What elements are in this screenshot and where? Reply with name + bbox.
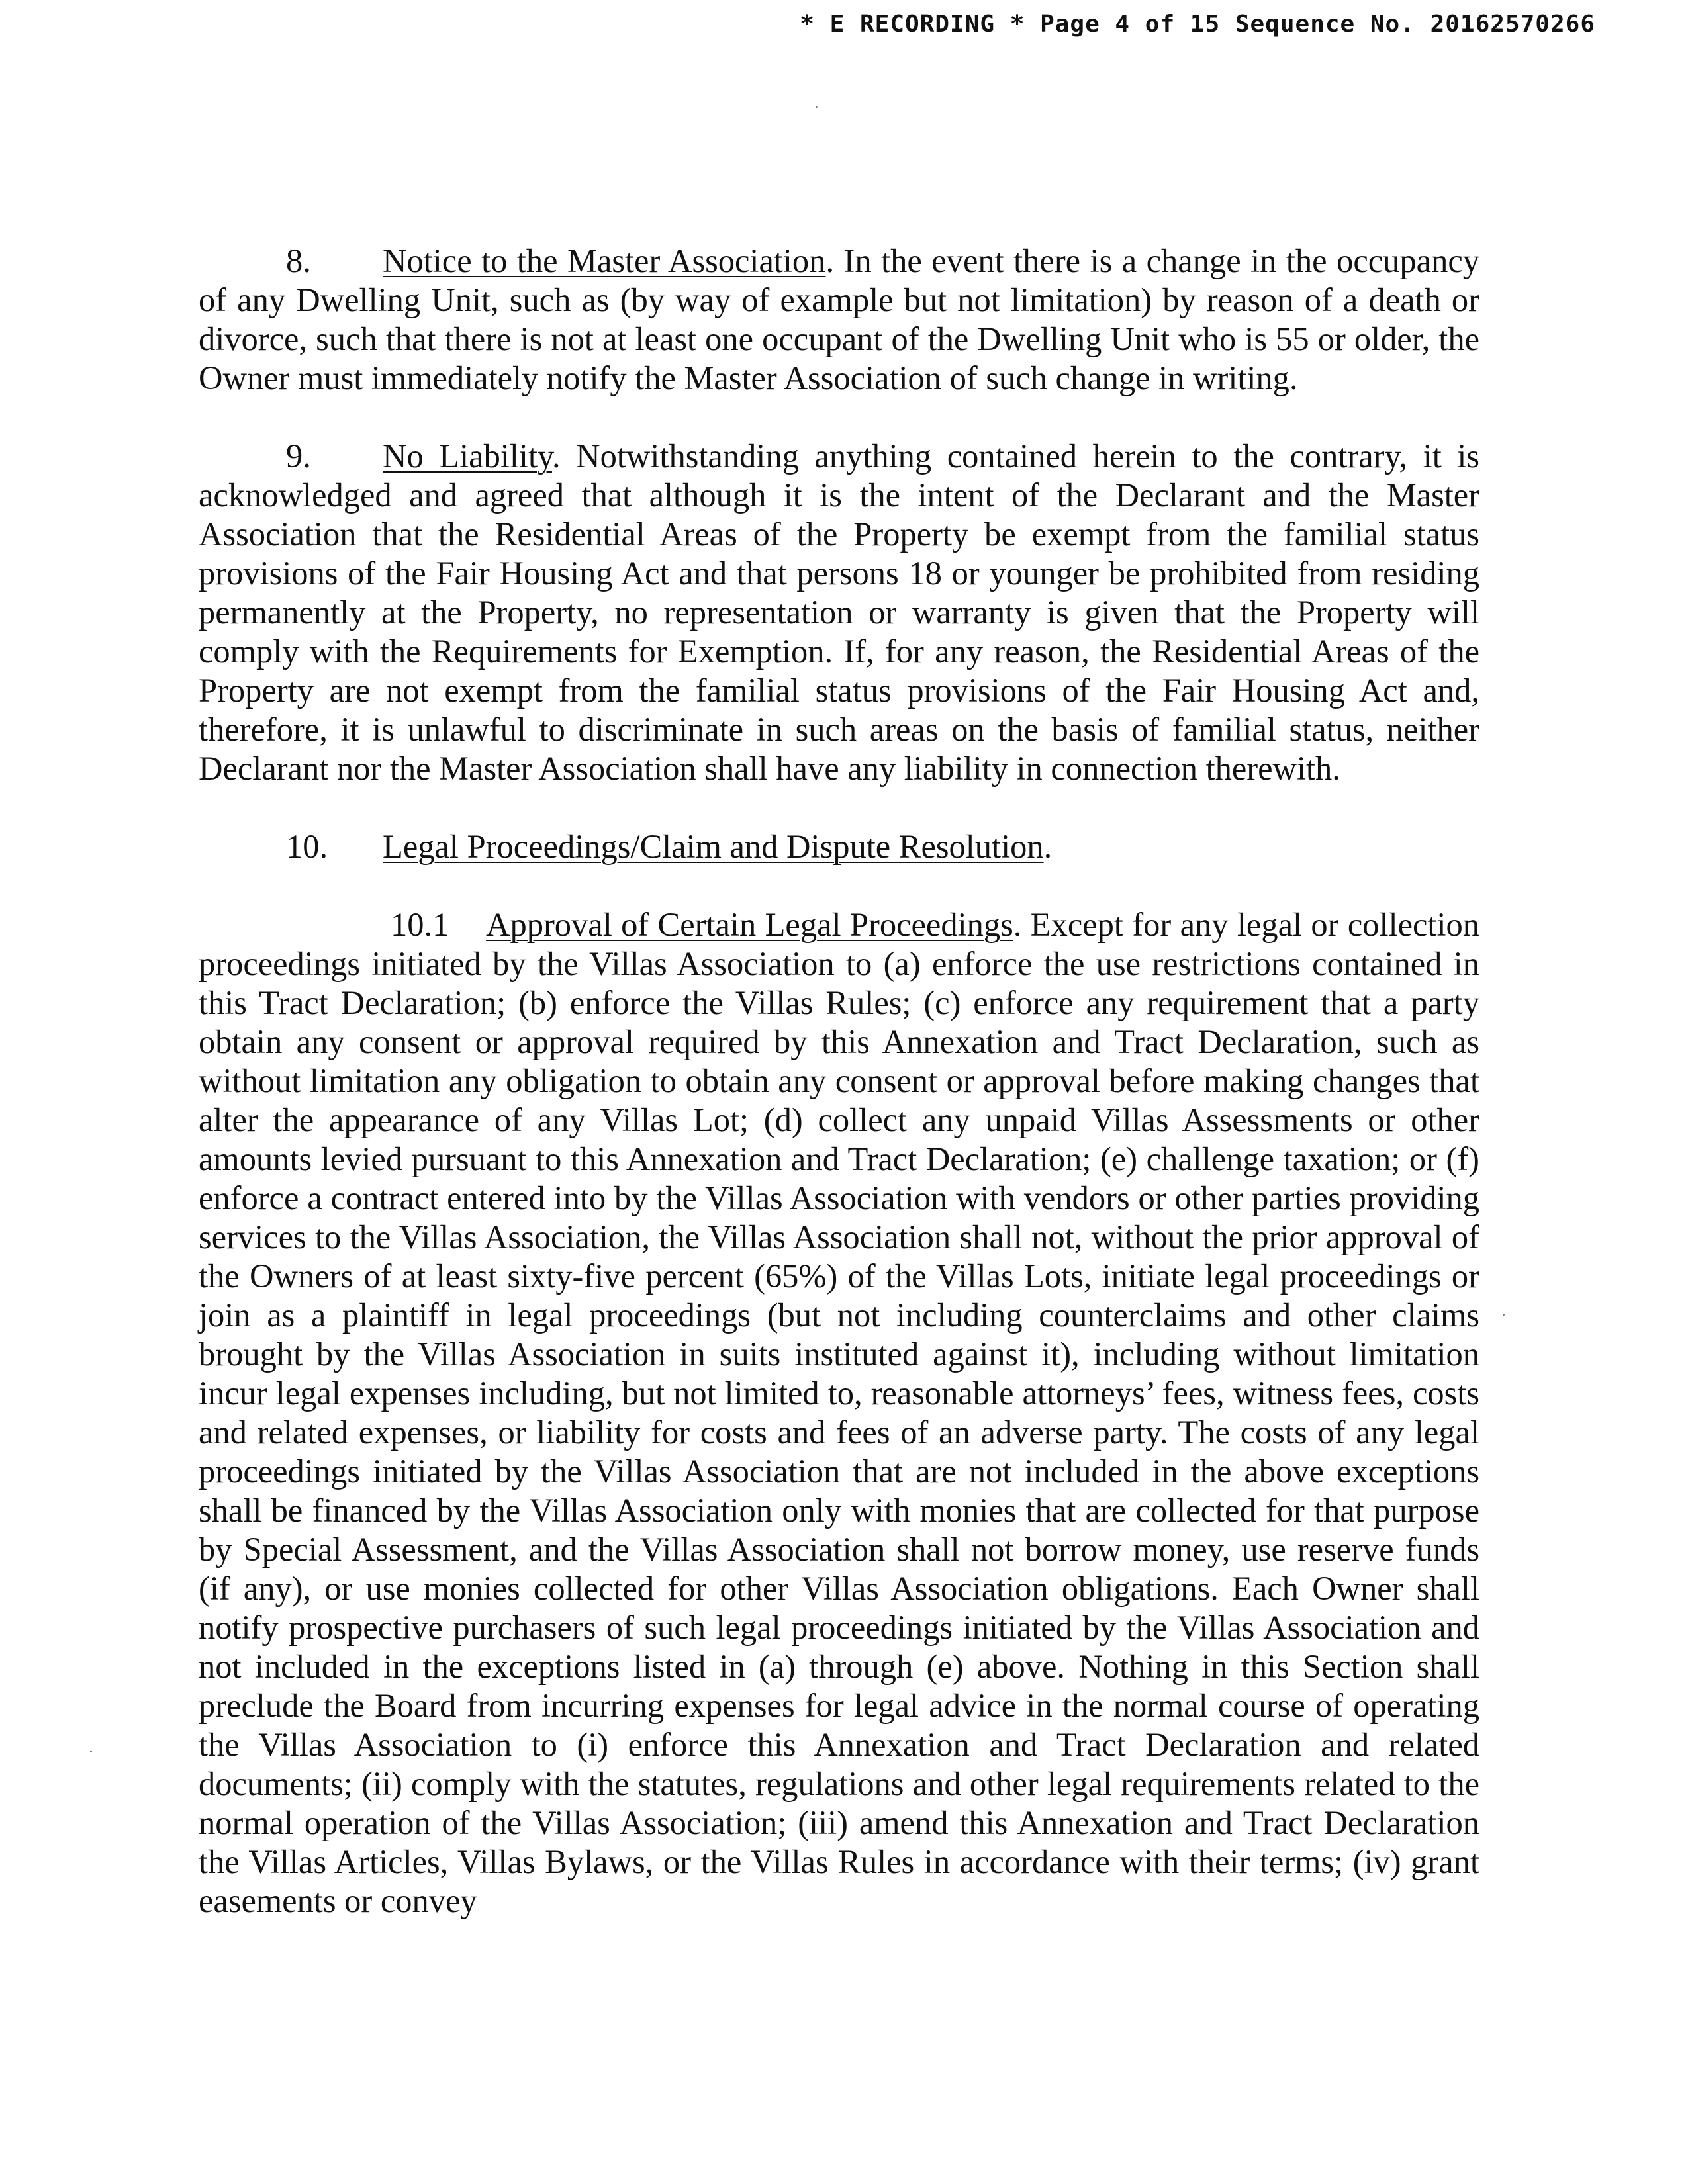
section-number: 10.1 (391, 906, 449, 943)
section-number: 10. (286, 828, 328, 865)
section-title: Legal Proceedings/Claim and Dispute Resolution (383, 828, 1044, 865)
section-9: 9. No Liability. Notwithstanding anything contained herein to the contrary, it is acknowledged and agreed that although it is the intent of the Declarant and the Master Association that the Residential Areas of the Property be exempt from the familial status provisions of the Fair Housing Act and that persons 18 or younger be prohibited from residing permanently at the Property, no representation or warranty is given that the Property will comply with the Requirements for Exemption. If, for any reason, the Residential Areas of the Property are not exempt from the familial status provisions of the Fair Housing Act and, therefore, it is unlawful to discriminate in such areas on the basis of familial status, neither Declarant nor the Master Association shall have any liability in connection therewith. (199, 437, 1480, 787)
section-body: Notwithstanding anything contained herein to the contrary, it is acknowledged and agreed that although it is the intent of the Declarant and the Master Association that the Residential Areas of the Property be exempt from the familial status provisions of the Fair Housing Act and that persons 18 or younger be prohibited from residing permanently at the Property, no representation or warranty is given that the Property will comply with the Requirements for Exemption. If, for any reason, the Residential Areas of the Property are not exempt from the familial status provisions of the Fair Housing Act and, therefore, it is unlawful to discriminate in such areas on the basis of familial status, neither Declarant nor the Master Association shall have any liability in connection therewith. (199, 437, 1480, 787)
document-body (199, 242, 1479, 1960)
section-title: Notice to the Master Association (383, 242, 826, 279)
recording-header: * E RECORDING * Page 4 of 15 Sequence No. 20162570266 (800, 11, 1595, 38)
section-10-1: 10.1 Approval of Certain Legal Proceedings. Except for any legal or collection proceedings initiated by the Villas Association to (a) enforce the use restrictions contained in this Tract Declaration; (b) enforce the Villas Rules; (c) enforce any requirement that a party obtain any consent or approval required by this Annexation and Tract Declaration, such as without limitation any obligation to obtain any consent or approval before making changes that alter the appearance of any Villas Lot; (d) collect any unpaid Villas Assessments or other amounts levied pursuant to this Annexation and Tract Declaration; (e) challenge taxation; or (f) enforce a contract entered into by the Villas Association with vendors or other parties providing services to the Villas Association, the Villas Association shall not, without the prior approval of the Owners of at least sixty-five percent (65%) of the Villas Lots, initiate legal proceedings or join as a plaintiff in legal proceedings (but not including counterclaims and other claims brought by the Villas Association in suits instituted against it), including without limitation incur legal expenses including, but not limited to, reasonable attorneys’ fees, witness fees, costs and related expenses, or liability for costs and fees of an adverse party. The costs of any legal proceedings initiated by the Villas Association that are not included in the above exceptions shall be financed by the Villas Association only with monies that are collected for that purpose by Special Assessment, and the Villas Association shall not borrow money, use reserve funds (if any), or use monies collected for other Villas Association obligations. Each Owner shall notify prospective purchasers of such legal proceedings initiated by the Villas Association and not included in the exceptions listed in (a) through (e) above. Nothing in this Section shall preclude the Board from incurring expenses for legal advice in the normal course of operating the Villas Association to (i) enforce this Annexation and Tract Declaration and related documents; (ii) comply with the statutes, regulations and other legal requirements related to the normal operation of the Villas Association; (iii) amend this Annexation and Tract Declaration the Villas Articles, Villas Bylaws, or the Villas Rules in accordance with their terms; (iv) grant easements or convey (199, 906, 1479, 1919)
section-number: 8. (286, 242, 311, 279)
section-title: No Liability (383, 437, 552, 475)
section-10: 10. Legal Proceedings/Claim and Dispute Resolution. (286, 828, 1053, 865)
section-8: 8. Notice to the Master Association. In the event there is a change in the occupancy of any Dwelling Unit, such as (by way of example but not limitation) by reason of a death or divorce, such that there is not at least one occupant of the Dwelling Unit who is 55 or older, the Owner must immediately notify the Master Association of such change in writing. (199, 242, 1479, 396)
scan-speck (816, 106, 818, 108)
section-body: In the event there is a change in the occupancy of any Dwelling Unit, such as (by way of example but not limitation) by reason of a death or divorce, such that there is not at least one occupant of the Dwelling Unit who is 55 or older, the Owner must immediately notify the Master Association of such change in writing. (199, 242, 1479, 396)
scan-speck (1503, 1314, 1505, 1316)
section-number: 9. (286, 437, 311, 475)
section-title: Approval of Certain Legal Proceedings (486, 906, 1013, 943)
scan-speck (90, 1751, 92, 1752)
section-body: Except for any legal or collection proceedings initiated by the Villas Association to (a) enforce the use restrictions contained in this Tract Declaration; (b) enforce the Villas Rules; (c) enforce any requirement that a party obtain any consent or approval required by this Annexation and Tract Declaration, such as without limitation any obligation to obtain any consent or approval before making changes that alter the appearance of any Villas Lot; (d) collect any unpaid Villas Assessments or other amounts levied pursuant to this Annexation and Tract Declaration; (e) challenge taxation; or (f) enforce a contract entered into by the Villas Association with vendors or other parties providing services to the Villas Association, the Villas Association shall not, without the prior approval of the Owners of at least sixty-five percent (65%) of the Villas Lots, initiate legal proceedings or join as a plaintiff in legal proceedings (but not including counterclaims and other claims brought by the Villas Association in suits instituted against it), including without limitation incur legal expenses including, but not limited to, reasonable attorneys’ fees, witness fees, costs and related expenses, or liability for costs and fees of an adverse party. The costs of any legal proceedings initiated by the Villas Association that are not included in the above exceptions shall be financed by the Villas Association only with monies that are collected for that purpose by Special Assessment, and the Villas Association shall not borrow money, use reserve funds (if any), or use monies collected for other Villas Association obligations. Each Owner shall notify prospective purchasers of such legal proceedings initiated by the Villas Association and not included in the exceptions listed in (a) through (e) above. Nothing in this Section shall preclude the Board from incurring expenses for legal advice in the normal course of operating the Villas Association to (i) enforce this Annexation and Tract Declaration and related documents; (ii) comply with the statutes, regulations and other legal requirements related to the normal operation of the Villas Association; (iii) amend this Annexation and Tract Declaration the Villas Articles, Villas Bylaws, or the Villas Rules in accordance with their terms; (iv) grant easements or convey (199, 906, 1479, 1919)
